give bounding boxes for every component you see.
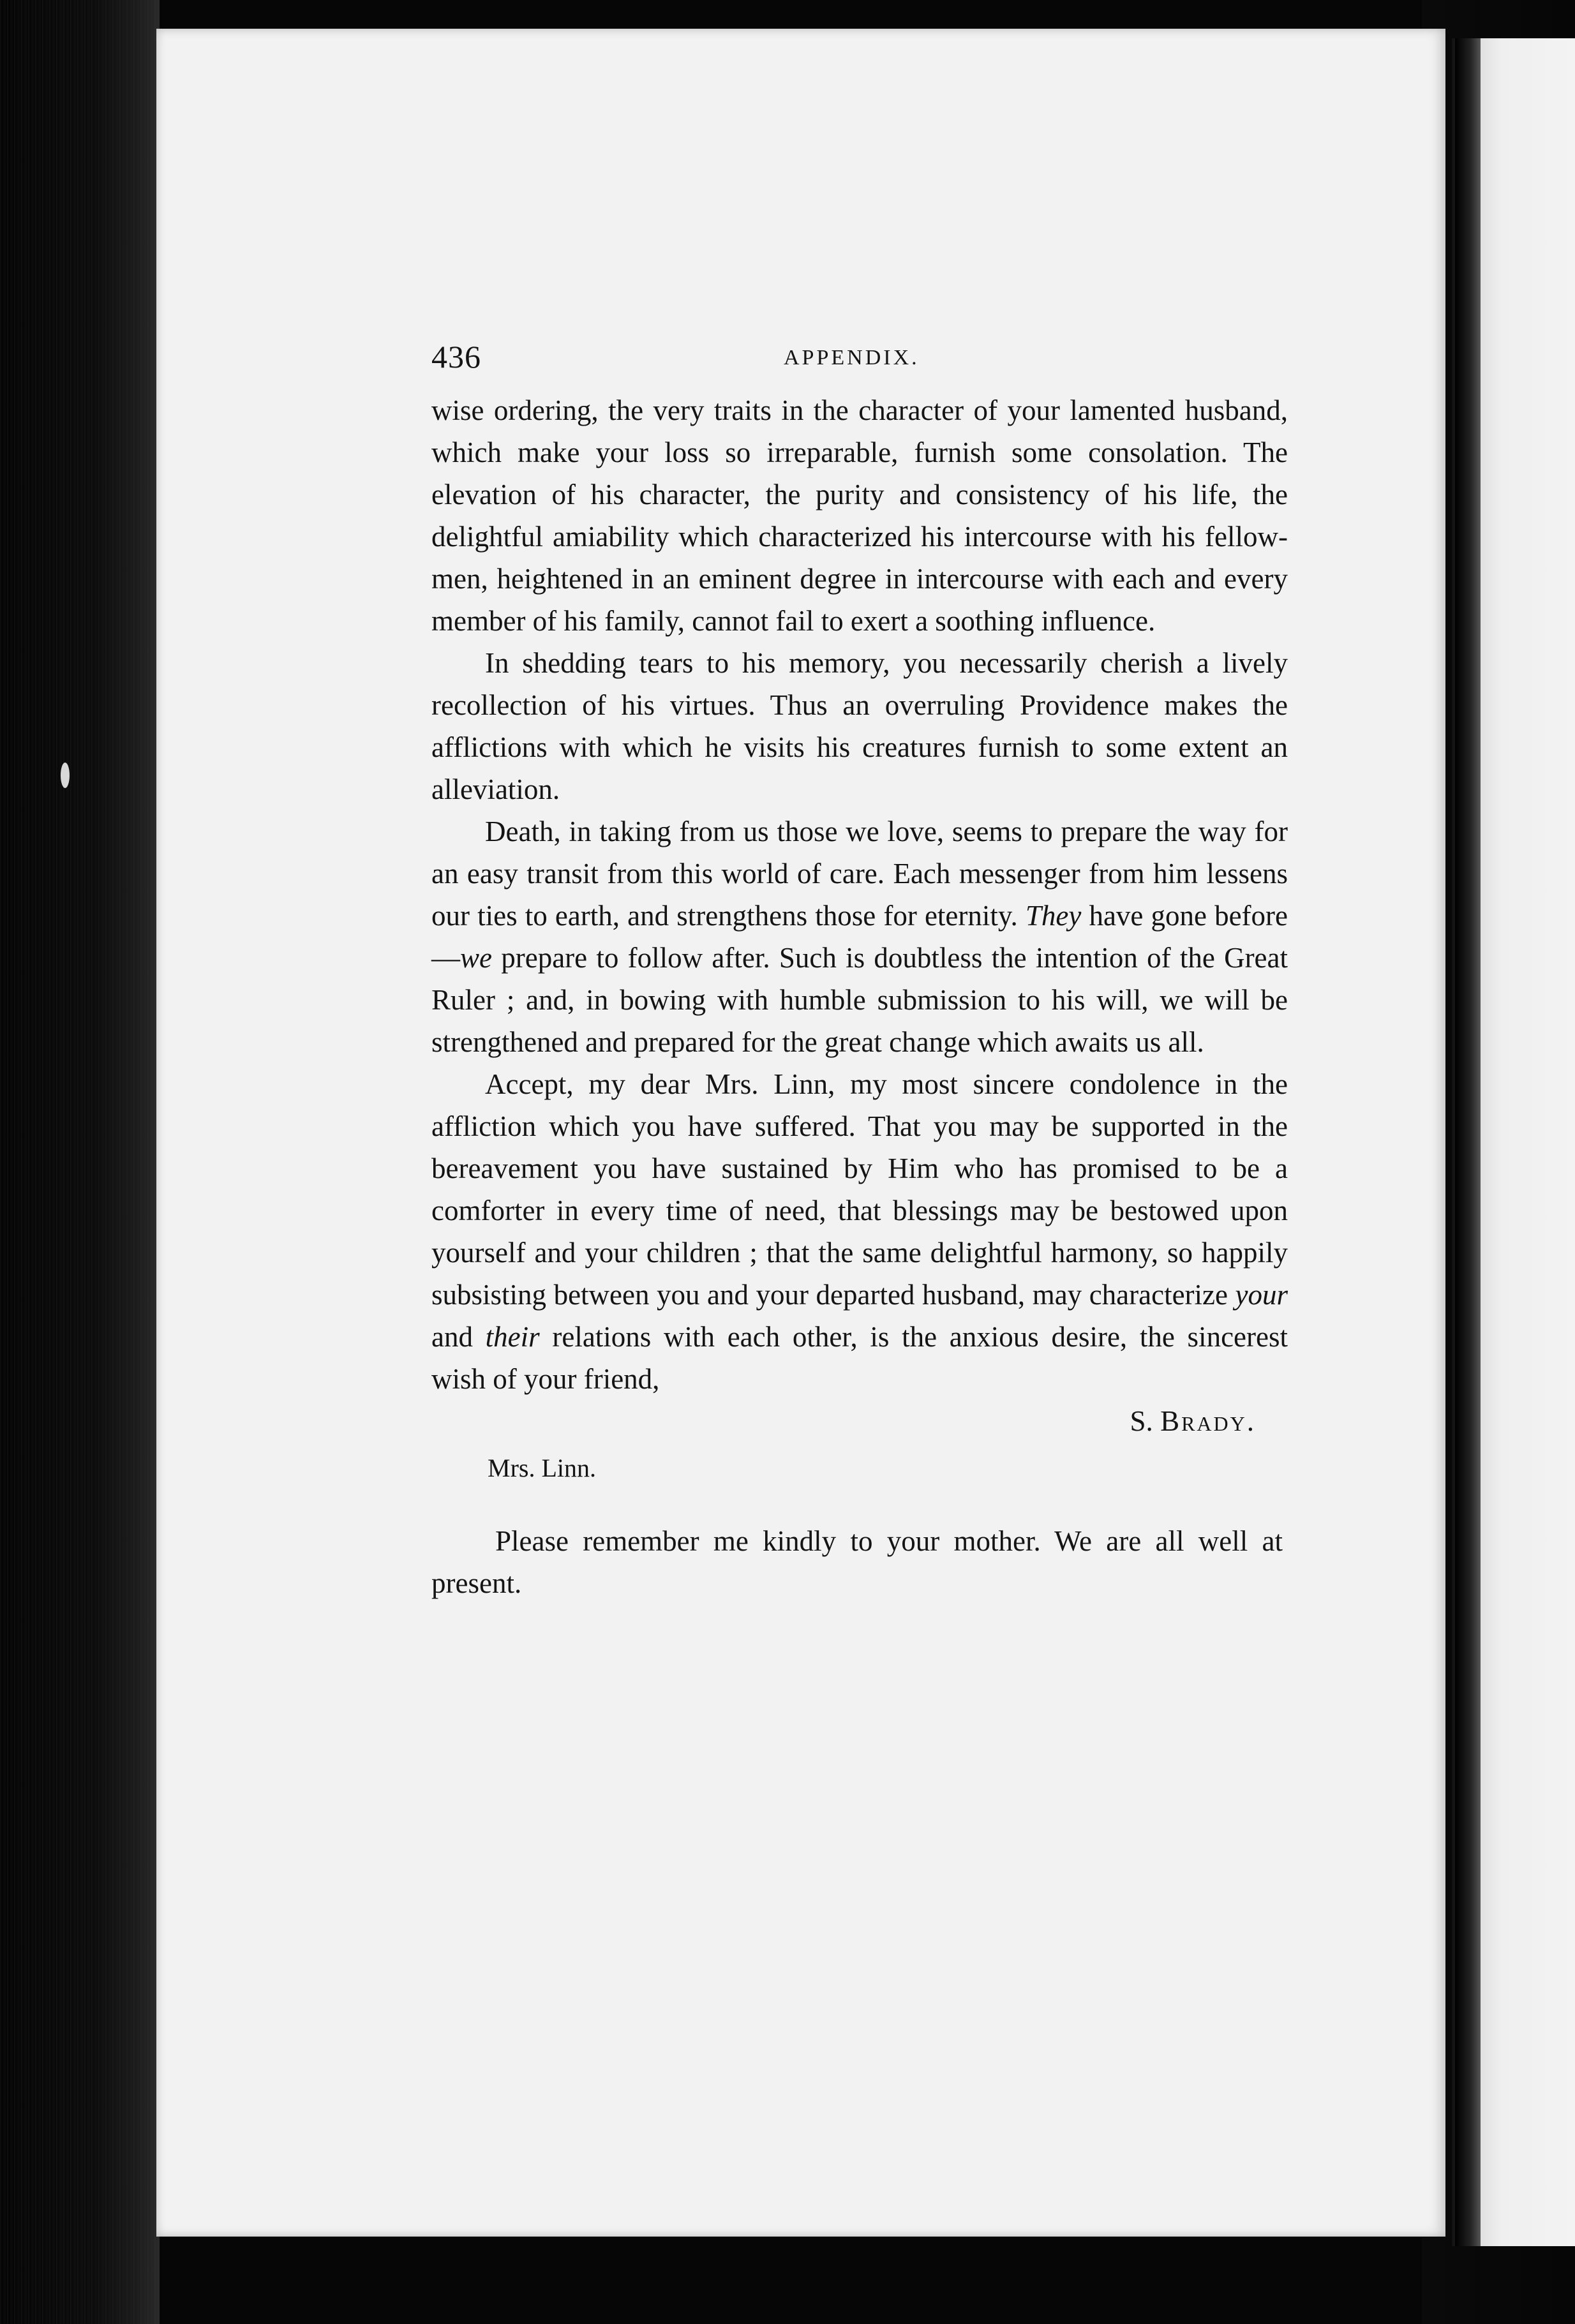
signature	[431, 1400, 1288, 1442]
running-head: APPENDIX.	[784, 346, 920, 369]
page-number: 436	[431, 339, 481, 375]
addressee: Mrs. Linn.	[488, 1454, 596, 1482]
page-gutter-shadow	[1455, 38, 1481, 2246]
page-content	[431, 338, 1288, 1633]
page-header	[431, 338, 1288, 383]
signature-name: Brady.	[1160, 1405, 1256, 1437]
paragraph-1: wise ordering, the very traits in the character of your lamented husband, which make your loss so irreparable, furnish some consolation. The elevation of his character, the purity and consistency of his life, the delightful amiability which characterized his intercourse with his fellow-men, heightened in an eminent degree in intercourse with each and every member of his family, cannot fail to exert a soothing influence.	[431, 394, 1288, 637]
signature-initial: S.	[1130, 1405, 1161, 1437]
paragraph-3-part-b: have gone before—	[431, 900, 1288, 974]
italic-their: their	[485, 1321, 540, 1353]
paragraph-3-part-a: Death, in taking from us those we love, seems to prepare the way for an easy transit from this world of care. Each messenger from him lessens our ties to earth, and strengthens those for eternity.	[431, 816, 1288, 932]
paragraph-4-and: and	[431, 1321, 486, 1353]
italic-they: They	[1025, 900, 1082, 932]
postscript: Please remember me kindly to your mother. We are all well at present.	[431, 1525, 1283, 1599]
paper-speck	[61, 763, 70, 788]
book-binding-left	[0, 0, 160, 2324]
paragraph-4	[431, 1063, 1288, 1400]
paragraph-4-part-a: Accept, my dear Mrs. Linn, my most sincere condolence in the affliction which you have suffered. That you may be supported in the bereavement you have sustained by Him who has promised to be a comforter in every time of need, that blessings may be bestowed upon yourself and your children ; that the same delightful harmony, so happily subsisting between you and your departed husband, may characterize	[431, 1068, 1288, 1311]
paragraph-3	[431, 810, 1288, 1063]
letter-body	[431, 389, 1288, 1400]
paragraph-4-part-b: relations with each other, is the anxious desire, the sincerest wish of your friend,	[431, 1321, 1288, 1395]
italic-we: we	[460, 942, 492, 974]
paragraph-2: In shedding tears to his memory, you necessarily cherish a lively recollection of his virtues. Thus an overruling Providence makes the afflictions with which he visits his creatures furnish to some extent an alleviation.	[431, 647, 1288, 805]
paragraph-3-part-c: prepare to follow after. Such is doubtless the intention of the Great Ruler ; and, in bowing with humble submission to his will, we will be strengthened and prepared for the great change which awaits us all.	[431, 942, 1288, 1058]
italic-your: your	[1235, 1279, 1288, 1311]
